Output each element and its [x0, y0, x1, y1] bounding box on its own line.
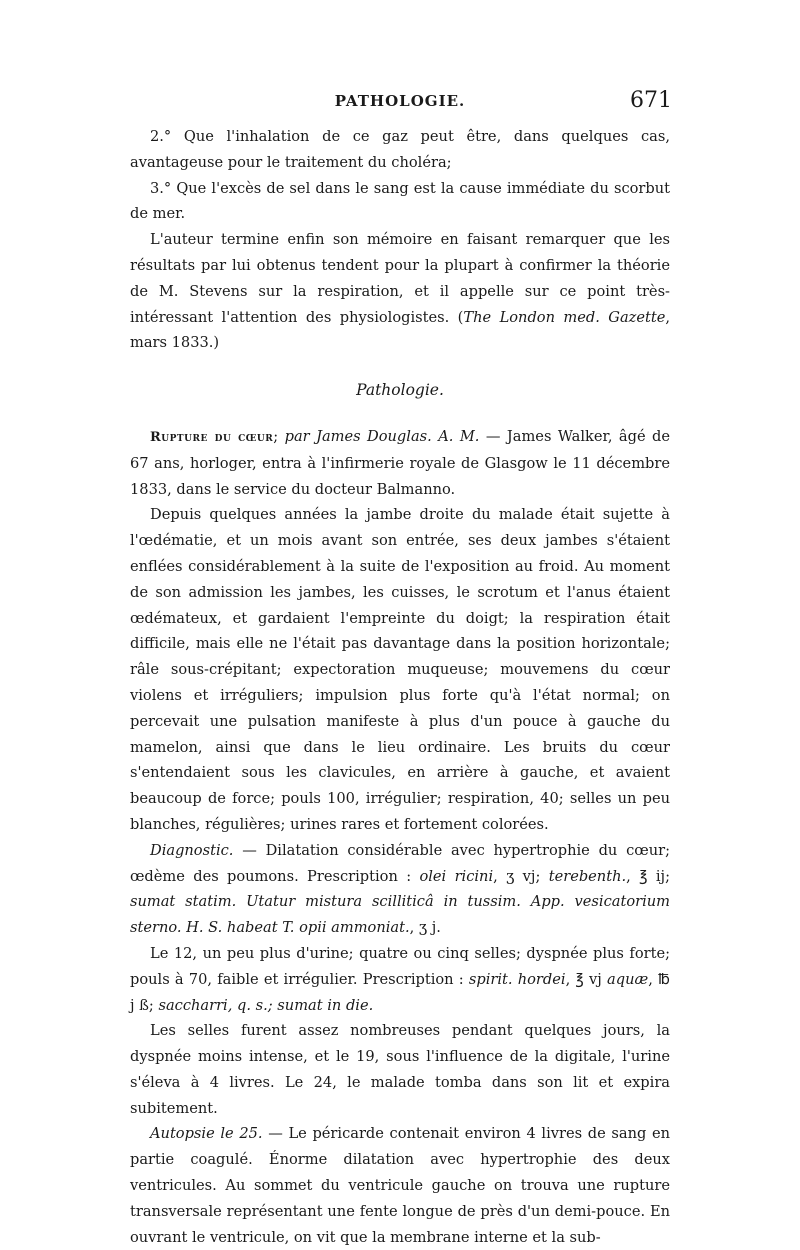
journal-citation: The London med. Gazette	[463, 308, 666, 326]
paragraph-conclusion-3: 3.° Que l'excès de sel dans le sang est la cause immédiate du scorbut de mer.	[130, 179, 670, 223]
diagnostic-label: Diagnostic.	[150, 841, 234, 859]
paragraph-outcome: Les selles furent assez nombreuses pendant quelques jours, la dyspnée moins intense, et le 19, sous l'influence de la digitale, l'urine s'éleva à 4 livres. Le 24, le malade tomba dans son lit et expira subitement.	[130, 1022, 670, 1117]
section-title: Pathologie.	[356, 381, 444, 400]
paragraph-conclusion-2: 2.° Que l'inhalation de ce gaz peut être, dans quelques cas, avantageuse pour le traitement du choléra;	[130, 128, 670, 171]
case-heading-paragraph: Rupture du cœur; par James Douglas. A. M. — James Walker, âgé de 67 ans, horloger, entra à l'infirmerie royale de Glasgow le 11 décembre 1833, dans le service du docteur Balmanno.	[130, 427, 671, 498]
paragraph-author-summary: L'auteur termine enfin son mémoire en faisant remarquer que les résultats par lui obtenus tendent pour la plupart à confirmer la théorie de M. Stevens sur la respiration, et il appelle sur ce point très-intéressant l'attention des physiologistes. (The London med. Gazette, mars 1833.)	[130, 231, 670, 352]
case-heading: Rupture du cœur	[150, 429, 274, 445]
running-title: PATHOLOGIE.	[334, 92, 466, 110]
paragraph-history: Depuis quelques années la jambe droite du malade était sujette à l'œdématie, et un mois avant son entrée, ses deux jambes s'étaient enflées considérablement à la suite de l'exposition au froid. Au moment de son admission les jambes, les cuisses, le scrotum et l'anus étaient œdémateux, et gardaient l'empreinte du doigt; la respiration était difficile, mais elle ne l'était pas davantage dans la position horizontale; râle sous-crépitant; expectoration muqueuse; mouvemens du cœur violens et irréguliers; impulsion plus forte qu'à l'état normal; on percevait une pulsation manifeste à plus d'un pouce à gauche du mamelon, ainsi que dans le lieu ordinaire. Les bruits du cœur s'entendaient sous les clavicules, en arrière à gauche, et avaient beaucoup de force; pouls 100, irrégulier; respiration, 40; selles un peu blanches, régulières; urines rares et fortement colorées.	[130, 506, 670, 833]
paragraph-autopsy: Autopsie le 25. — Le péricarde contenait environ 4 livres de sang en partie coagulé. Énorme dilatation avec hypertrophie des deux ventricules. Au sommet du ventricule gauche on trouva une rupture transversale représentant une fente longue de près d'un demi-pouce. En ouvrant le ventricule, on vit que la membrane interne et la sub-	[130, 1125, 671, 1246]
body-text	[130, 124, 670, 1250]
page-number: 671	[630, 88, 672, 113]
case-author: par James Douglas. A. M.	[284, 427, 480, 445]
autopsy-label: Autopsie le 25.	[150, 1125, 263, 1143]
running-head	[130, 88, 672, 118]
paragraph-diagnostic: Diagnostic. — Dilatation considérable avec hypertrophie du cœur; œdème des poumons. Prescription : olei ricini, ʒ vj; terebenth., ℥ ij; sumat statim. Utatur mistura scilliticâ in tussim. App. vesicatorium sterno. H. S. habeat T. opii ammoniat., ʒ j.	[130, 841, 670, 937]
paragraph-day-12: Le 12, un peu plus d'urine; quatre ou cinq selles; dyspnée plus forte; pouls à 70, faible et irrégulier. Prescription : spirit. hordei, ℥ vj aquæ, ℔ j ß; saccharri, q. s.; sumat in die.	[130, 944, 670, 1014]
